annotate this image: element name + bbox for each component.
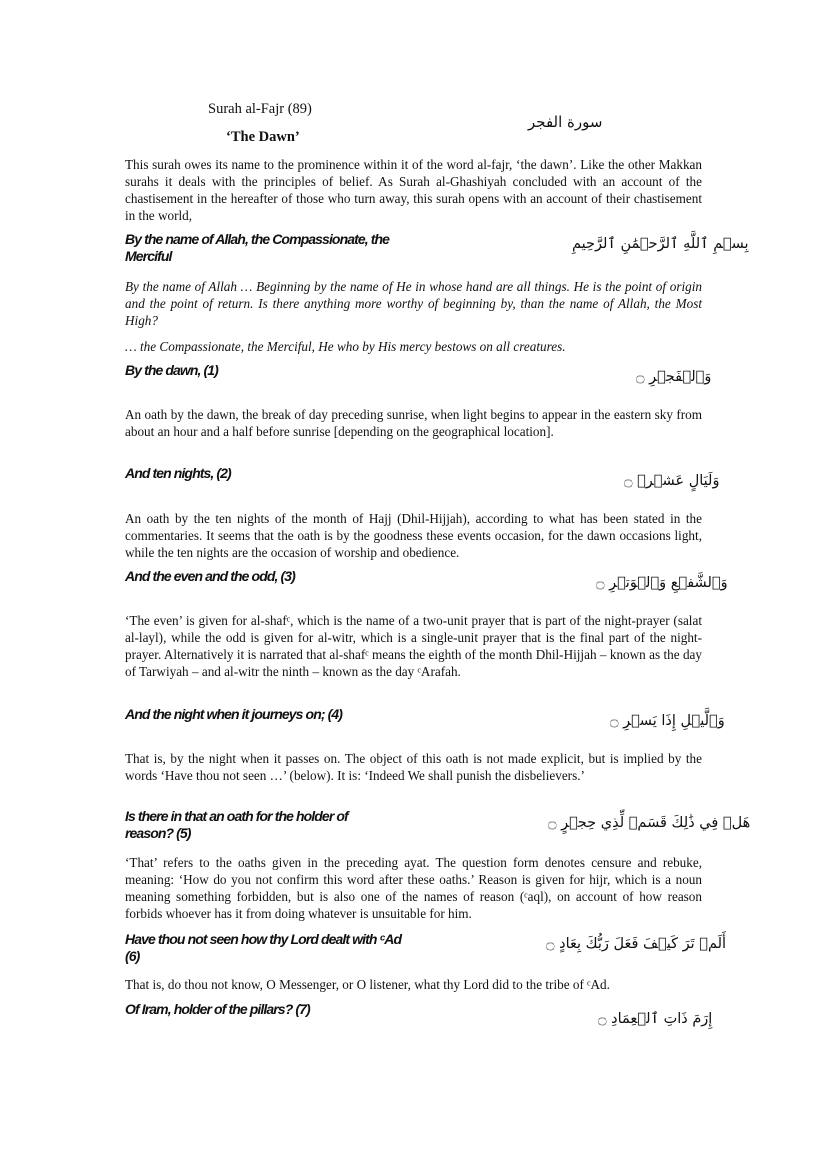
basmala-commentary-2: … the Compassionate, the Merciful, He who by His mercy bestows on all creatures. bbox=[125, 339, 566, 354]
verse-3-commentary: ‘The even’ is given for al-shafᶜ, which is the name of a two-unit prayer that is part of the night-prayer (salat al-layl), while the odd is given for al-witr, which is a single-unit prayer that is the final part of the night-prayer. Alternatively it is narrated that al-shafᶜ means the eighth of the month Dhil-Hijjah – known as the day of Tarwiyah – and al-witr the ninth – known as the day ᶜArafah. bbox=[125, 613, 702, 679]
verse-6-arabic: أَلَمۡ تَرَ كَيۡفَ فَعَلَ رَبُّكَ بِعَادٍ ۝ bbox=[546, 936, 727, 952]
verse-4-commentary: That is, by the night when it passes on. The object of this oath is not made explicit, but is implied by the words ‘Have thou not seen …’ (below). It is: ‘Indeed We shall punish the disbelievers.’ bbox=[125, 751, 702, 783]
surah-title: Surah al-Fajr (89) bbox=[208, 101, 312, 117]
verse-1-commentary: An oath by the dawn, the break of day preceding sunrise, when light begins to appear in the eastern sky from about an hour and a half before sunrise [depending on the geographical location]. bbox=[125, 407, 702, 439]
verse-5-commentary: ‘That’ refers to the oaths given in the preceding ayat. The question form denotes censure and rebuke, meaning: ‘How do you not confirm this word after these oaths.’ Reason is given for hijr, which is a noun meaning something forbidden, but is also one of the names of reason (ᶜaql), on account of how reason forbids whoever has it from doing whatever is unsuitable for him. bbox=[125, 855, 702, 921]
verse-2: And ten nights, (2) bbox=[125, 465, 231, 481]
basmala-commentary-1: By the name of Allah … Beginning by the name of He in whose hand are all things. He is the point of origin and the point of return. Is there anything more worthy of beginning by, than the name of Allah, the Most High? bbox=[125, 279, 702, 328]
arabic-surah-title: سورة الفجر bbox=[528, 113, 603, 131]
verse-3: And the even and the odd, (3) bbox=[125, 568, 295, 584]
verse-7: Of Iram, holder of the pillars? (7) bbox=[125, 1001, 310, 1017]
basmala-verse: By the name of Allah, the Compassionate, the Merciful bbox=[125, 231, 390, 264]
verse-7-arabic: إِرَمَ ذَاتِ ٱلۡعِمَادِ ۝ bbox=[598, 1011, 713, 1027]
verse-4: And the night when it journeys on; (4) bbox=[125, 706, 343, 722]
verse-1: By the dawn, (1) bbox=[125, 362, 218, 378]
verse-5-arabic: هَلۡ فِي ذَٰلِكَ قَسَمٞ لِّذِي حِجۡرٍ ۝ bbox=[548, 815, 751, 831]
surah-subtitle: ‘The Dawn’ bbox=[226, 129, 300, 145]
verse-2-commentary: An oath by the ten nights of the month of Hajj (Dhil-Hijjah), according to what has been stated in the commentaries. It seems that the oath is by the goodness these events occasion, for the dawn occasions light, while the ten nights are the occasion of worship and obedience. bbox=[125, 511, 702, 560]
verse-6: Have thou not seen how thy Lord dealt with ᶜAd (6) bbox=[125, 931, 402, 964]
verse-1-arabic: وَٱلۡفَجۡرِ ۝ bbox=[636, 369, 712, 385]
verse-3-arabic: وَٱلشَّفۡعِ وَٱلۡوَتۡرِ ۝ bbox=[596, 575, 728, 591]
verse-4-arabic: وَٱلَّيۡلِ إِذَا يَسۡرِ ۝ bbox=[610, 713, 725, 729]
verse-6-commentary: That is, do thou not know, O Messenger, or O listener, what thy Lord did to the tribe of ᶜAd. bbox=[125, 977, 610, 992]
verse-2-arabic: وَلَيَالٍ عَشۡرٖ ۝ bbox=[624, 473, 720, 489]
basmala-arabic: بِسۡمِ ٱللَّهِ ٱلرَّحۡمَٰنِ ٱلرَّحِيمِ bbox=[572, 236, 749, 252]
intro-paragraph: This surah owes its name to the prominence within it of the word al-fajr, ‘the dawn’. Like the other Makkan surahs it deals with the principles of belief. As Surah al-Ghashiyah concluded with an account of the chastisement in the hereafter of those who turn away, this surah opens with an account of their chastisement in the world, bbox=[125, 157, 702, 223]
verse-5: Is there in that an oath for the holder of reason? (5) bbox=[125, 808, 348, 841]
